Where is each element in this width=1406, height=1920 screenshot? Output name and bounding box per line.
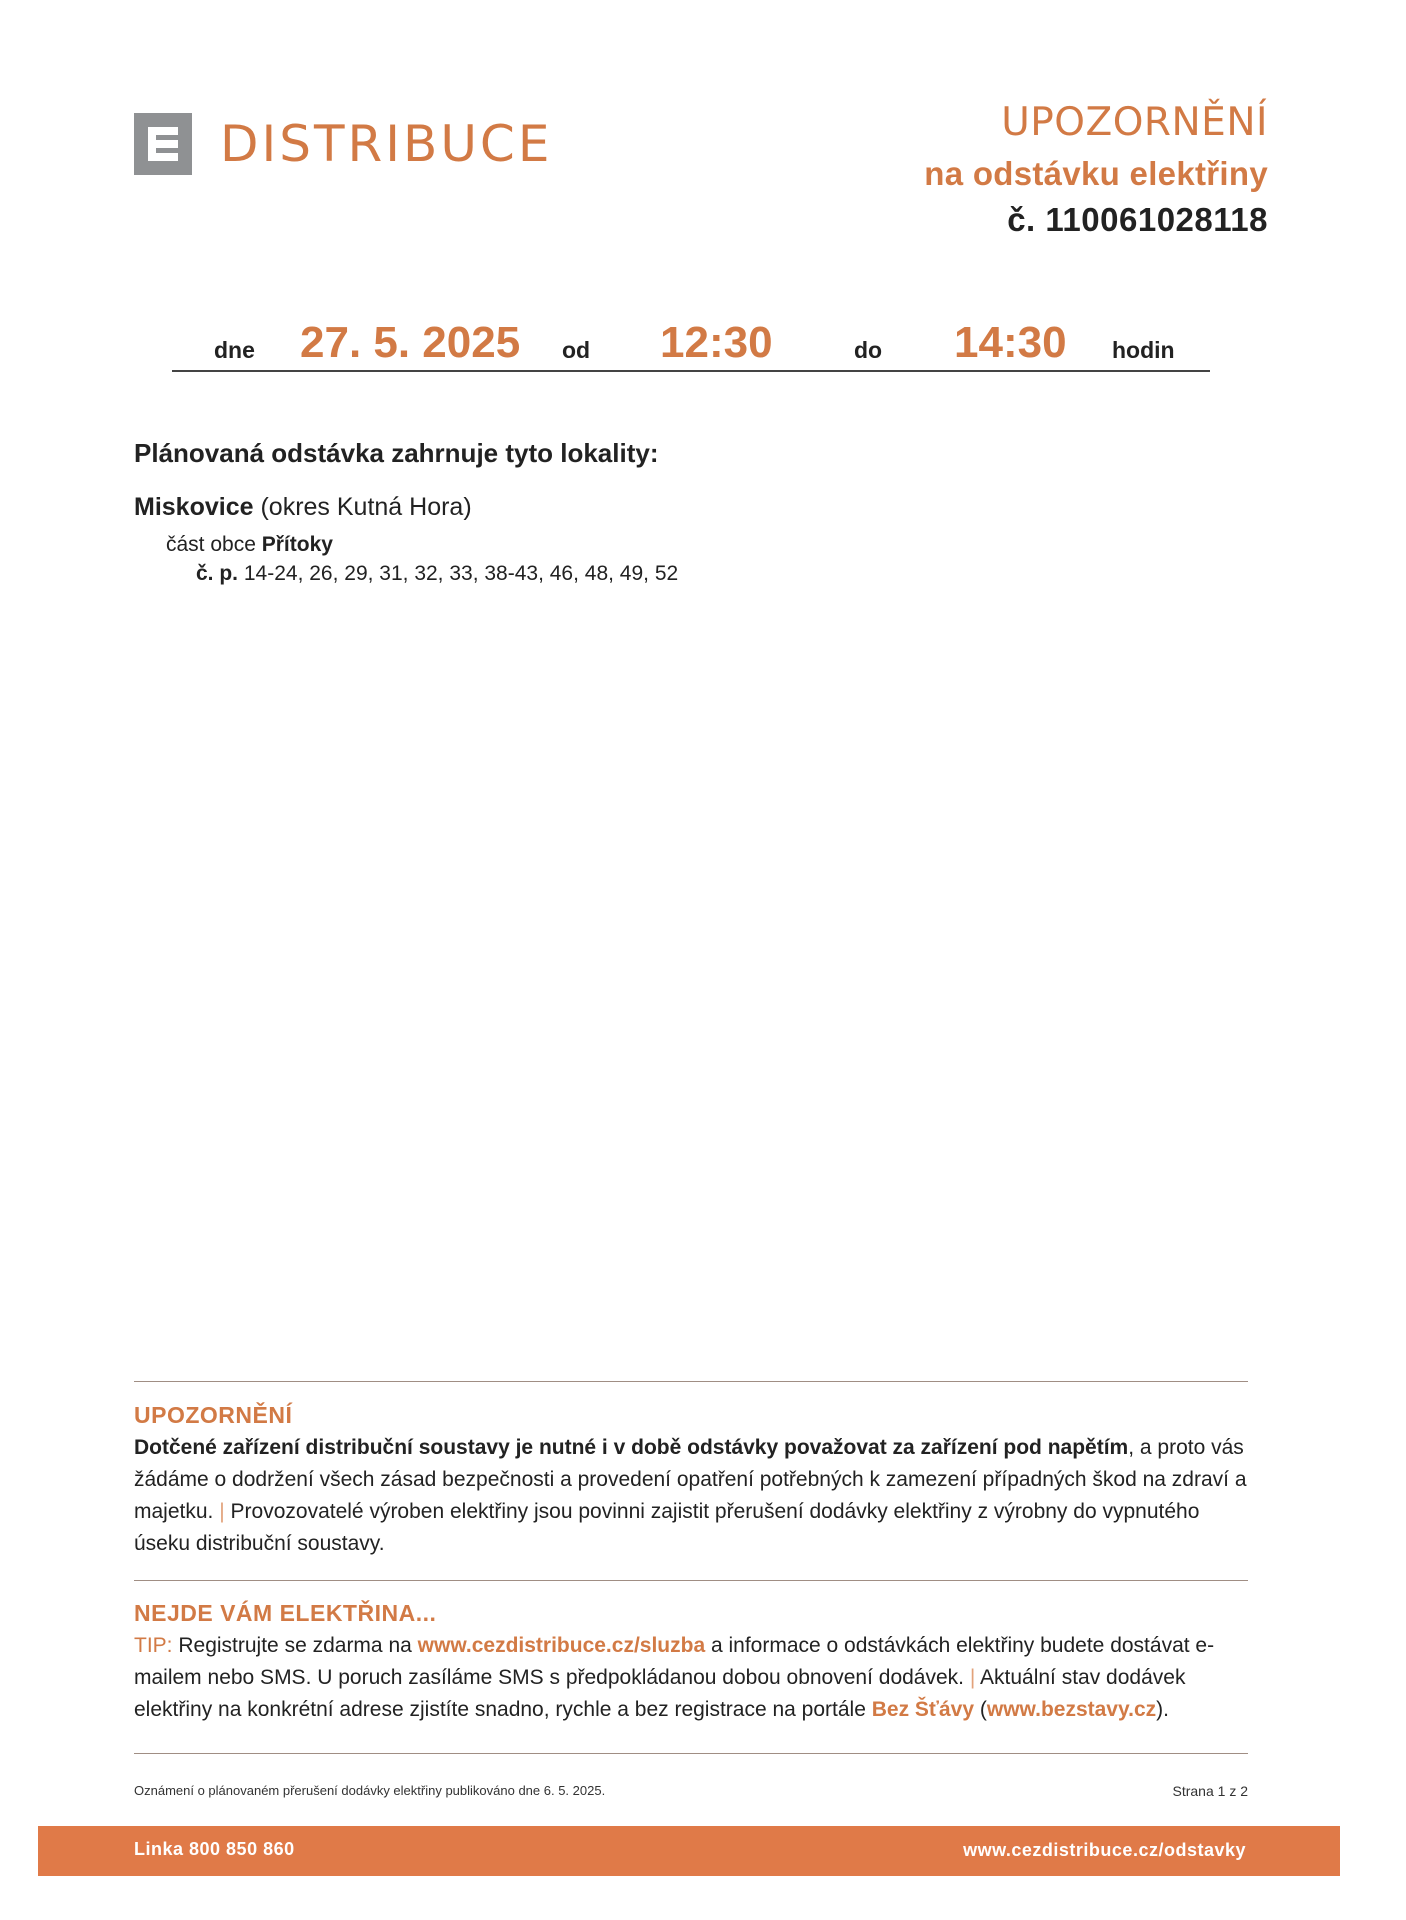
outage-date: 27. 5. 2025 xyxy=(300,318,521,367)
tip-title: NEJDE VÁM ELEKTŘINA... xyxy=(134,1600,437,1626)
town-district: (okres Kutná Hora) xyxy=(260,493,472,521)
notice-heading xyxy=(924,100,1268,239)
town-line xyxy=(134,493,472,522)
logo-text: DISTRIBUCE xyxy=(220,115,553,173)
tip-label: TIP: xyxy=(134,1634,173,1657)
house-numbers-line xyxy=(196,562,678,586)
paren-close: ). xyxy=(1156,1698,1169,1721)
portal-link[interactable]: www.bezstavy.cz xyxy=(986,1698,1157,1721)
footer-bar xyxy=(38,1826,1340,1876)
divider xyxy=(134,1753,1248,1754)
part-line xyxy=(166,533,333,557)
notice-subtitle: na odstávku elektřiny xyxy=(924,155,1268,192)
company-logo xyxy=(134,113,552,175)
tip-text-1: Registrujte se zdarma na xyxy=(178,1634,412,1657)
day-label: dne xyxy=(214,337,255,363)
registration-link[interactable]: www.cezdistribuce.cz/sluzba xyxy=(417,1634,706,1657)
to-label: do xyxy=(854,337,883,363)
to-time: 14:30 xyxy=(954,318,1067,367)
part-name: Přítoky xyxy=(261,533,333,556)
tip-text-3: Aktuální stav dodávek elektřiny na konkrétní adrese zjistíte snadno, rychle a bez registrace na portále xyxy=(134,1666,1186,1721)
outages-website-link[interactable]: www.cezdistribuce.cz/odstavky xyxy=(963,1840,1246,1860)
divider xyxy=(134,1580,1248,1581)
page-number: Strana 1 z 2 xyxy=(1172,1783,1248,1799)
tip-text-2: a informace o odstávkách elektřiny budete dostávat e-mailem nebo SMS. U poruch zasíláme SMS s předpokládanou dobou obnovení dodávek. xyxy=(134,1634,1215,1689)
tip-text xyxy=(134,1630,1254,1726)
logo-mark-icon xyxy=(134,113,192,175)
hours-label: hodin xyxy=(1112,337,1175,363)
part-label: část obce xyxy=(166,533,256,556)
locations-heading: Plánovaná odstávka zahrnuje tyto lokality: xyxy=(134,438,659,468)
house-numbers: 14-24, 26, 29, 31, 32, 33, 38-43, 46, 48, 49, 52 xyxy=(243,562,679,585)
publication-note: Oznámení o plánovaném přerušení dodávky elektřiny publikováno dne 6. 5. 2025. xyxy=(134,1783,606,1798)
separator: | xyxy=(219,1500,225,1523)
notice-number: č. 110061028118 xyxy=(1007,201,1268,238)
warning-text-2: Provozovatelé výroben elektřiny jsou povinni zajistit přerušení dodávky elektřiny z výrobny do vypnutého úseku distribuční soustavy. xyxy=(134,1500,1200,1555)
portal-name: Bez Šťávy xyxy=(871,1698,975,1721)
divider xyxy=(134,1381,1248,1382)
from-time: 12:30 xyxy=(660,318,773,367)
town-name: Miskovice xyxy=(134,493,254,521)
warning-text-1: , a proto vás žádáme o dodržení všech zásad bezpečnosti a provedení opatření potřebných k zamezení případných škod na zdraví a majetku. xyxy=(134,1436,1247,1523)
houses-label: č. p. xyxy=(196,562,239,585)
warning-title: UPOZORNĚNÍ xyxy=(134,1402,293,1428)
hotline-number: Linka 800 850 860 xyxy=(134,1839,295,1859)
separator: | xyxy=(969,1666,976,1689)
paren-open: ( xyxy=(979,1698,987,1721)
warning-text xyxy=(134,1432,1254,1560)
from-label: od xyxy=(562,337,591,363)
warning-bold-text: Dotčené zařízení distribuční soustavy je nutné i v době odstávky považovat za zařízení pod napětím xyxy=(134,1436,1129,1459)
notice-title: UPOZORNĚNÍ xyxy=(1001,100,1268,145)
outage-date-line xyxy=(172,314,1210,372)
